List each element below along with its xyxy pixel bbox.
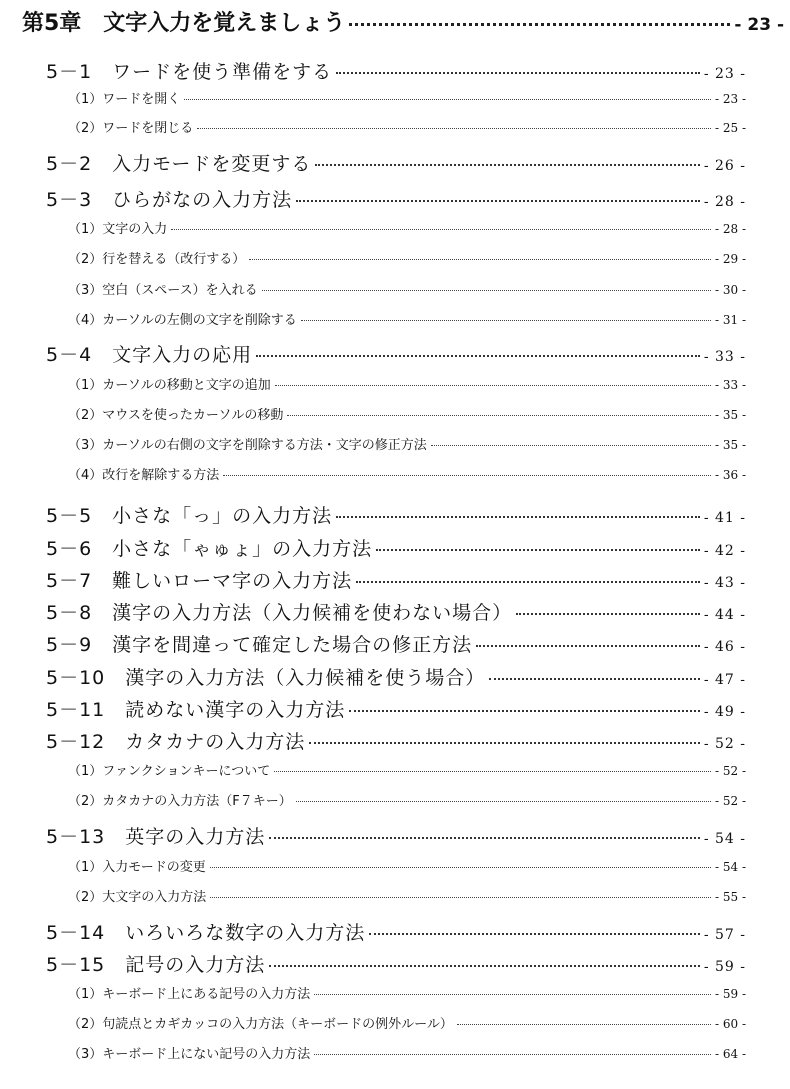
toc-subsection-entry [68,404,746,423]
entry-page-number: - 28 - [714,222,746,236]
entry-label: 5－14 いろいろな数字の入力方法 [46,922,366,944]
dot-leader [301,320,711,321]
entry-page-number: - 33 - [703,349,746,365]
entry-page-number: - 26 - [703,158,746,174]
dot-leader [210,897,711,898]
entry-page-number: - 60 - [714,1017,746,1031]
toc-subsection-entry [68,1013,746,1032]
entry-label: 5－5 小さな「っ」の入力方法 [46,505,333,527]
toc-section-entry [46,727,746,754]
toc-subsection-entry [68,117,746,136]
dot-leader [356,581,700,583]
dot-leader [184,99,711,100]
entry-page-number: - 46 - [703,639,746,655]
entry-label: 5－15 記号の入力方法 [46,954,266,976]
entry-page-number: - 23 - [714,92,746,106]
toc-subsection-entry [68,983,746,1002]
toc-section-entry [46,534,746,561]
dot-leader [296,200,700,202]
entry-label: （4）カーソルの左側の文字を削除する [68,313,297,328]
entry-page-number: - 35 - [714,408,746,422]
dot-leader [274,771,711,772]
entry-page-number: - 36 - [714,468,746,482]
toc-section-entry [46,501,746,528]
dot-leader [275,385,711,386]
entry-label: （2）カタカナの入力方法（F７キー） [68,794,292,809]
dot-leader [269,965,700,967]
entry-label: （1）文字の入力 [68,222,168,237]
entry-label: （1）キーボード上にある記号の入力方法 [68,987,311,1002]
dot-leader [210,867,711,868]
toc-section-entry [46,598,746,625]
toc-section-entry [46,822,746,849]
toc-section-entry [46,663,746,690]
dot-leader [349,23,730,26]
toc-section-entry [46,340,746,367]
entry-label: 5－2 入力モードを変更する [46,153,312,175]
entry-page-number: - 64 - [714,1047,746,1061]
entry-page-number: - 43 - [703,575,746,591]
toc-section-entry [46,630,746,657]
entry-page-number: - 31 - [714,313,746,327]
entry-label: 5－3 ひらがなの入力方法 [46,189,293,211]
dot-leader [349,710,700,712]
toc-subsection-entry [68,309,746,328]
entry-page-number: - 54 - [714,860,746,874]
dot-leader [457,1024,711,1025]
entry-label: （1）入力モードの変更 [68,860,206,875]
dot-leader [376,549,700,551]
entry-label: （1）ファンクションキーについて [68,764,271,779]
entry-page-number: - 30 - [714,283,746,297]
toc-subsection-entry [68,248,746,267]
entry-page-number: - 35 - [714,438,746,452]
toc-section-entry [46,149,746,176]
chapter-title: 第5章 文字入力を覚えましょう [22,11,346,36]
toc-section-entry [46,566,746,593]
toc-subsection-entry [68,279,746,298]
toc-subsection-entry [68,1043,746,1062]
entry-label: 5－10 漢字の入力方法（入力候補を使う場合） [46,667,486,689]
dot-leader [431,445,711,446]
dot-leader [476,645,700,647]
dot-leader [256,355,700,357]
toc-subsection-entry [68,88,746,107]
toc-section-entry [46,695,746,722]
dot-leader [336,72,700,74]
entry-label: （1）カーソルの移動と文字の追加 [68,378,271,393]
dot-leader [269,837,700,839]
entry-label: 5－13 英字の入力方法 [46,826,266,848]
toc-subsection-entry [68,886,746,905]
entry-label: 5－12 カタカナの入力方法 [46,731,306,753]
dot-leader [489,678,700,680]
entry-page-number: - 59 - [714,987,746,1001]
entry-page-number: - 55 - [714,890,746,904]
entry-label: （2）行を替える（改行する） [68,252,246,267]
dot-leader [296,801,711,802]
toc-section-entry [46,918,746,945]
entry-page-number: - 52 - [703,736,746,752]
entry-page-number: - 42 - [703,543,746,559]
entry-label: 5－9 漢字を間違って確定した場合の修正方法 [46,634,473,656]
dot-leader [249,259,711,260]
dot-leader [197,128,711,129]
toc-subsection-entry [68,464,746,483]
entry-label: （2）句読点とカギカッコの入力方法（キーボードの例外ルール） [68,1017,453,1032]
entry-label: （1）ワードを開く [68,92,181,107]
entry-label: 5－11 読めない漢字の入力方法 [46,699,346,721]
entry-label: 5－8 漢字の入力方法（入力候補を使わない場合） [46,602,513,624]
toc-section-entry [46,185,746,212]
entry-label: 5－6 小さな「ゃゅょ」の入力方法 [46,538,373,560]
dot-leader [314,1054,711,1055]
dot-leader [336,516,700,518]
toc-section-entry [46,57,746,84]
entry-label: （2）マウスを使ったカーソルの移動 [68,408,284,423]
entry-page-number: - 41 - [703,510,746,526]
entry-label: （4）改行を解除する方法 [68,468,220,483]
entry-label: 5－7 難しいローマ字の入力方法 [46,570,353,592]
chapter-heading [22,6,784,37]
dot-leader [223,475,711,476]
entry-label: （2）ワードを閉じる [68,121,194,136]
entry-page-number: - 52 - [714,764,746,778]
entry-page-number: - 33 - [714,378,746,392]
toc-section-entry [46,950,746,977]
entry-label: （3）カーソルの右側の文字を削除する方法・文字の修正方法 [68,438,427,453]
toc-subsection-entry [68,856,746,875]
entry-label: 5－4 文字入力の応用 [46,344,253,366]
entry-page-number: - 29 - [714,252,746,266]
entry-page-number: - 59 - [703,959,746,975]
toc-subsection-entry [68,218,746,237]
dot-leader [314,994,711,995]
dot-leader [369,933,700,935]
entry-page-number: - 28 - [703,194,746,210]
dot-leader [309,742,700,744]
entry-page-number: - 23 - [703,66,746,82]
toc-subsection-entry [68,434,746,453]
entry-page-number: - 54 - [703,831,746,847]
chapter-page-number: - 23 - [734,15,784,35]
entry-page-number: - 57 - [703,927,746,943]
entry-page-number: - 25 - [714,121,746,135]
entry-page-number: - 47 - [703,672,746,688]
entry-label: （3）空白（スペース）を入れる [68,283,258,298]
entry-label: 5－1 ワードを使う準備をする [46,61,333,83]
dot-leader [315,164,699,166]
toc-subsection-entry [68,374,746,393]
dot-leader [171,229,711,230]
entry-page-number: - 49 - [703,704,746,720]
entry-page-number: - 52 - [714,794,746,808]
entry-label: （3）キーボード上にない記号の入力方法 [68,1047,311,1062]
toc-subsection-entry [68,790,746,809]
entry-label: （2）大文字の入力方法 [68,890,207,905]
toc-subsection-entry [68,760,746,779]
dot-leader [262,290,711,291]
entry-page-number: - 44 - [703,607,746,623]
dot-leader [516,613,700,615]
dot-leader [287,415,711,416]
